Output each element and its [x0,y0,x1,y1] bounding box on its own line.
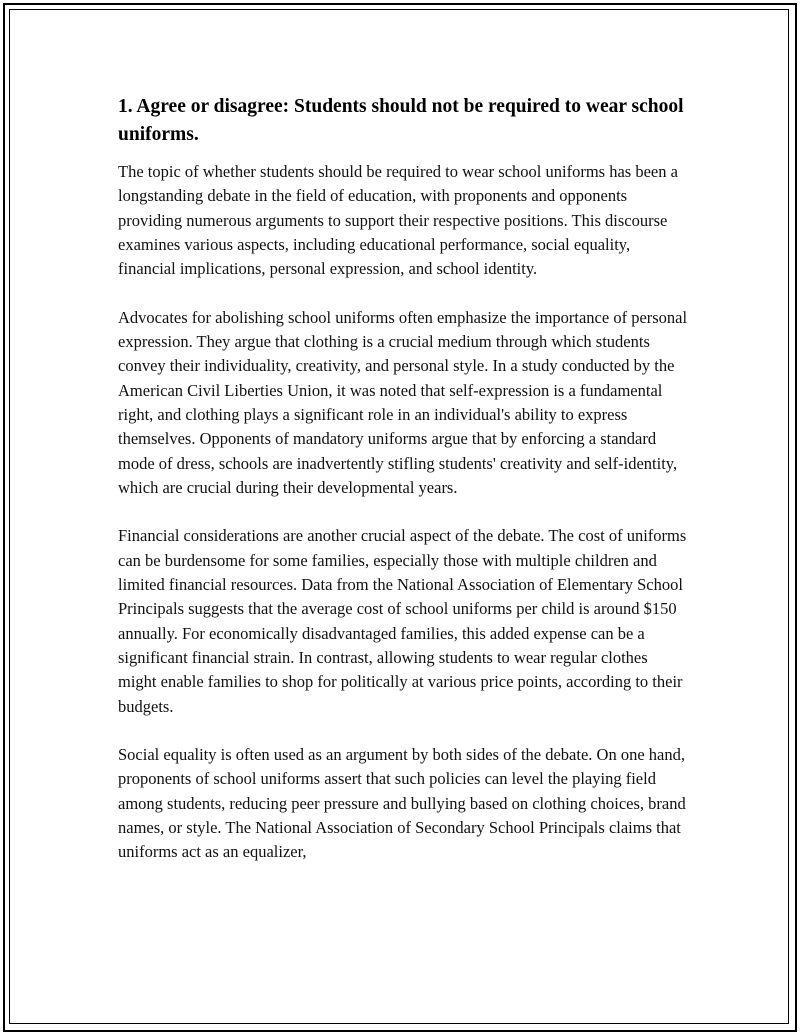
document-title: 1. Agree or disagree: Students should not be required to wear school uniforms. [118,96,684,145]
paragraph-financial: Financial considerations are another crucial aspect of the debate. The cost of uniforms can be burdensome for some families, especially those with multiple children and limited financial resources. Data from the National Association of Elementary School Principals suggests that the average cost of school uniforms per child is around $150 annually. For economically disadvantaged families, this added expense can be a significant financial strain. In contrast, allowing students to wear regular clothes might enable families to shop for politically at various price points, according to their budgets. [118,526,687,716]
paragraph-social-equality: Social equality is often used as an argument by both sides of the debate. On one hand, proponents of school uniforms assert that such policies can level the playing field among students, reducing peer pressure and bullying based on clothing choices, brand names, or style. The National Association of Secondary School Principals claims that uniforms act as an equalizer, [118,745,686,862]
document-body [118,93,690,889]
paragraph-personal-expression: Advocates for abolishing school uniforms often emphasize the importance of personal expression. They argue that clothing is a crucial medium through which students convey their individuality, creativity, and personal style. In a study conducted by the American Civil Liberties Union, it was noted that self-expression is a fundamental right, and clothing plays a significant role in an individual's ability to express themselves. Opponents of mandatory uniforms argue that by enforcing a standard mode of dress, schools are inadvertently stifling students' creativity and self-identity, which are crucial during their developmental years. [118,307,688,497]
paragraph-intro: The topic of whether students should be required to wear school uniforms has been a longstanding debate in the field of education, with proponents and opponents providing numerous arguments to support their respective positions. This discourse examines various aspects, including educational performance, social equality, financial implications, personal expression, and school identity. [118,162,678,279]
